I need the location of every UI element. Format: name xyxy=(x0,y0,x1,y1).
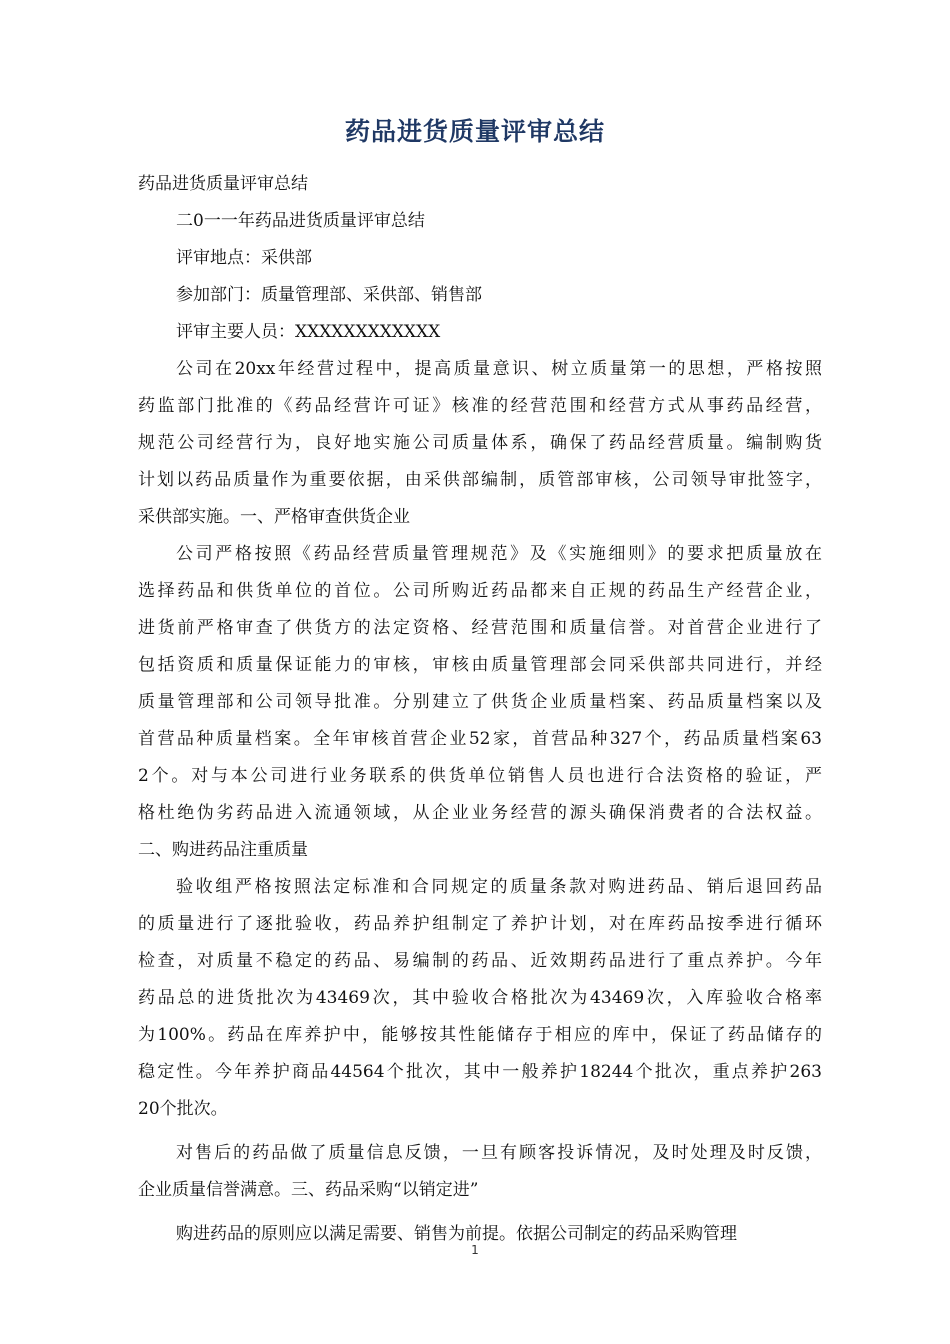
text-line: 检查，对质量不稳定的药品、易编制的药品、近效期药品进行了重点养护。今年 xyxy=(138,951,822,971)
text-line: 公司严格按照《药品经营质量管理规范》及《实施细则》的要求把质量放在 xyxy=(176,544,822,564)
text-line: 购进药品的原则应以满足需要、销售为前提。依据公司制定的药品采购管理 xyxy=(176,1224,737,1244)
paragraph-spacer xyxy=(138,1209,822,1216)
text-line: 计划以药品质量作为重要依据，由采供部编制，质管部审核，公司领导审批签字， xyxy=(138,470,822,490)
year-heading xyxy=(138,203,822,240)
text-line: 选择药品和供货单位的首位。公司所购近药品都来自正规的药品生产经营企业， xyxy=(138,581,822,601)
text-line: 进货前严格审查了供货方的法定资格、经营范围和质量信誉。对首营企业进行了 xyxy=(138,618,822,638)
acceptance-paragraph xyxy=(138,869,822,1128)
text-line: 二0一一年药品进货质量评审总结 xyxy=(176,211,425,231)
intro-paragraph xyxy=(138,351,822,536)
text-line: 药品进货质量评审总结 xyxy=(138,174,308,194)
text-line: 验收组严格按照法定标准和合同规定的质量条款对购进药品、销后退回药品 xyxy=(176,877,822,897)
text-line: 格杜绝伪劣药品进入流通领域，从企业业务经营的源头确保消费者的合法权益。 xyxy=(138,803,822,823)
departments xyxy=(138,277,822,314)
text-line: 对售后的药品做了质量信息反馈，一旦有顾客投诉情况，及时处理及时反馈， xyxy=(176,1143,822,1163)
text-line: 公司在20xx年经营过程中，提高质量意识、树立质量第一的思想，严格按照 xyxy=(176,359,822,379)
text-line: 20个批次。 xyxy=(138,1099,228,1119)
text-line: 为100%。药品在库养护中，能够按其性能储存于相应的库中，保证了药品储存的 xyxy=(138,1025,822,1045)
text-line: 参加部门：质量管理部、采供部、销售部 xyxy=(176,285,482,305)
text-line: 评审地点：采供部 xyxy=(176,248,312,268)
main-personnel xyxy=(138,314,822,351)
text-line: 首营品种质量档案。全年审核首营企业52家，首营品种327个，药品质量档案63 xyxy=(138,729,822,749)
document-body xyxy=(138,166,822,1253)
text-line: 质量管理部和公司领导批准。分别建立了供货企业质量档案、药品质量档案以及 xyxy=(138,692,822,712)
paragraph-spacer xyxy=(138,1128,822,1135)
text-line: 评审主要人员：XXXXXXXXXXXX xyxy=(176,322,441,342)
supplier-review-paragraph xyxy=(138,536,822,869)
text-line: 的质量进行了逐批验收，药品养护组制定了养护计划，对在库药品按季进行循环 xyxy=(138,914,822,934)
text-line: 药品总的进货批次为43469次，其中验收合格批次为43469次，入库验收合格率 xyxy=(138,988,822,1008)
feedback-paragraph xyxy=(138,1135,822,1209)
text-line: 采供部实施。一、严格审查供货企业 xyxy=(138,507,410,527)
text-line: 2个。对与本公司进行业务联系的供货单位销售人员也进行合法资格的验证，严 xyxy=(138,766,822,786)
page-number: 1 xyxy=(471,1243,479,1257)
text-line: 药监部门批准的《药品经营许可证》核准的经营范围和经营方式从事药品经营， xyxy=(138,396,822,416)
text-line: 二、购进药品注重质量 xyxy=(138,840,308,860)
text-line: 稳定性。今年养护商品44564个批次，其中一般养护18244个批次，重点养护263 xyxy=(138,1062,822,1082)
text-line: 规范公司经营行为，良好地实施公司质量体系，确保了药品经营质量。编制购货 xyxy=(138,433,822,453)
text-line: 企业质量信誉满意。三、药品采购“以销定进” xyxy=(138,1180,479,1200)
doc-subtitle xyxy=(138,166,822,203)
document-title: 药品进货质量评审总结 xyxy=(344,117,605,146)
text-line: 包括资质和质量保证能力的审核，审核由质量管理部会同采供部共同进行，并经 xyxy=(138,655,822,675)
review-location xyxy=(138,240,822,277)
